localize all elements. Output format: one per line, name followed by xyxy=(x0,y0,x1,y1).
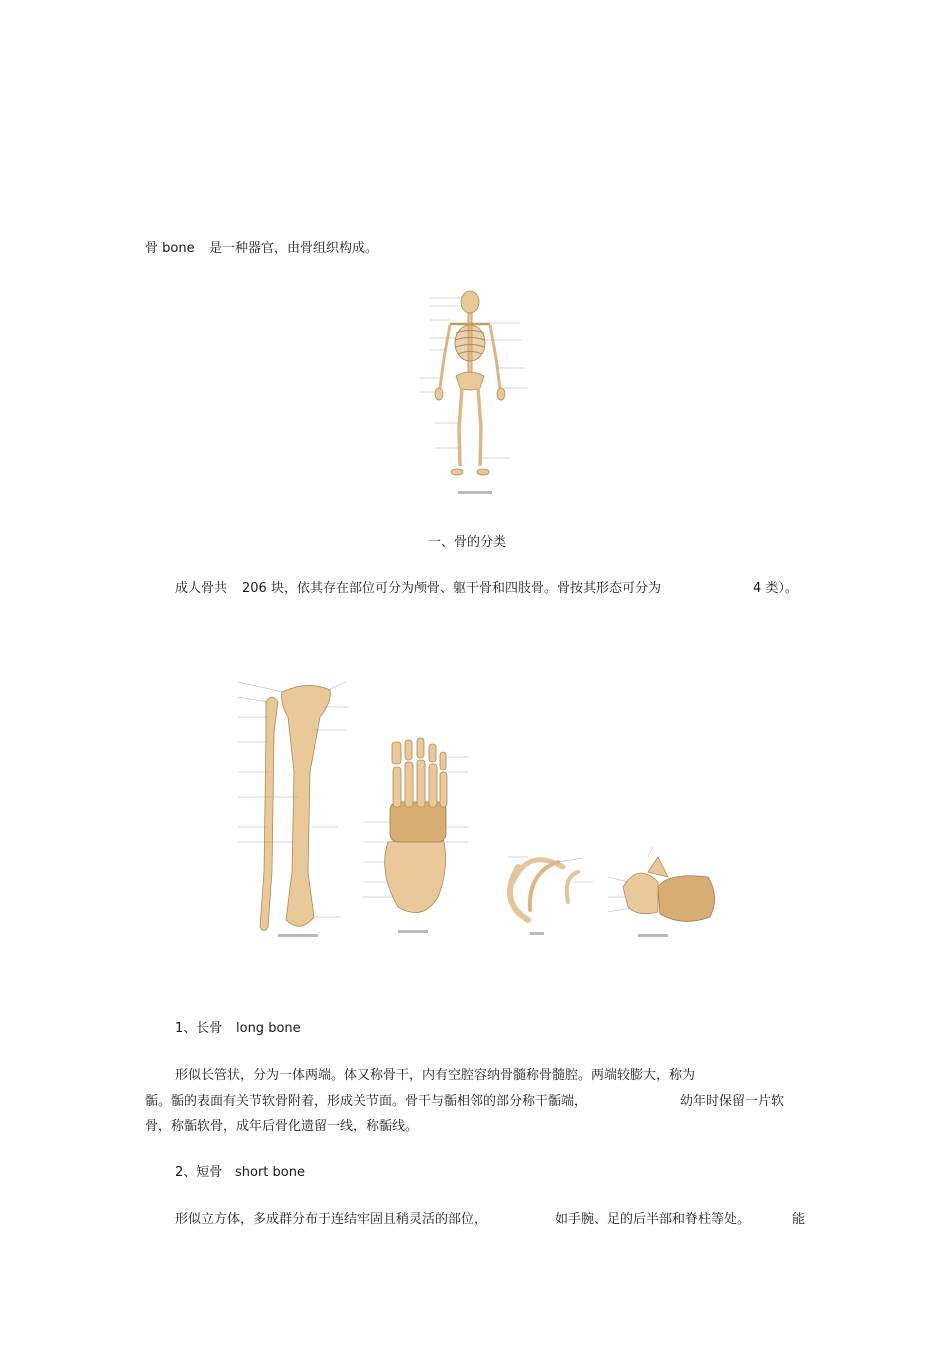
short-bone-heading: 2、短骨 xyxy=(175,1165,223,1180)
intro-text: 是一种器官，由骨组织构成。 xyxy=(209,241,379,256)
short-bone-heading-en: short bone xyxy=(235,1165,305,1180)
classification-text-3: 4 类）。 xyxy=(753,581,798,596)
long-bone-text-1: 形似长管状，分为一体两端。体又称骨干，内有空腔容纳骨髓称骨髓腔。两端较膨大，称为 xyxy=(175,1068,696,1083)
skeleton-figure xyxy=(410,288,540,500)
long-bone-heading: 1、长骨 xyxy=(175,1021,223,1036)
bones-figure xyxy=(228,672,728,944)
long-bone-text-2b: 幼年时保留一片软 xyxy=(680,1094,785,1109)
rib-bones xyxy=(508,857,593,935)
intro-term: 骨 bone xyxy=(145,241,195,256)
long-bone-text-2a: 骺。骺的表面有关节软骨附着，形成关节面。骨干与骺相邻的部分称干骺端， xyxy=(145,1094,588,1109)
short-bone-text-1a: 形似立方体，多成群分布于连结牢固且稍灵活的部位， xyxy=(175,1212,488,1227)
long-bone-text-3: 骨，称骺软骨，成年后骨化遗留一线，称骺线。 xyxy=(145,1119,419,1134)
foot-bones xyxy=(363,738,468,933)
long-bone-heading-en: long bone xyxy=(236,1021,301,1036)
section-title: 一、骨的分类 xyxy=(428,535,507,550)
classification-text-1: 成人骨共 xyxy=(175,581,228,596)
short-bone-text-1b: 如手腕、足的后半部和脊柱等处。 xyxy=(555,1212,751,1227)
classification-text-2: 206 块，依其存在部位可分为颅骨、躯干骨和四肢骨。骨按其形态可分为 xyxy=(242,581,661,596)
short-bone-text-1c: 能 xyxy=(792,1212,806,1227)
vertebra-bone xyxy=(608,847,715,937)
